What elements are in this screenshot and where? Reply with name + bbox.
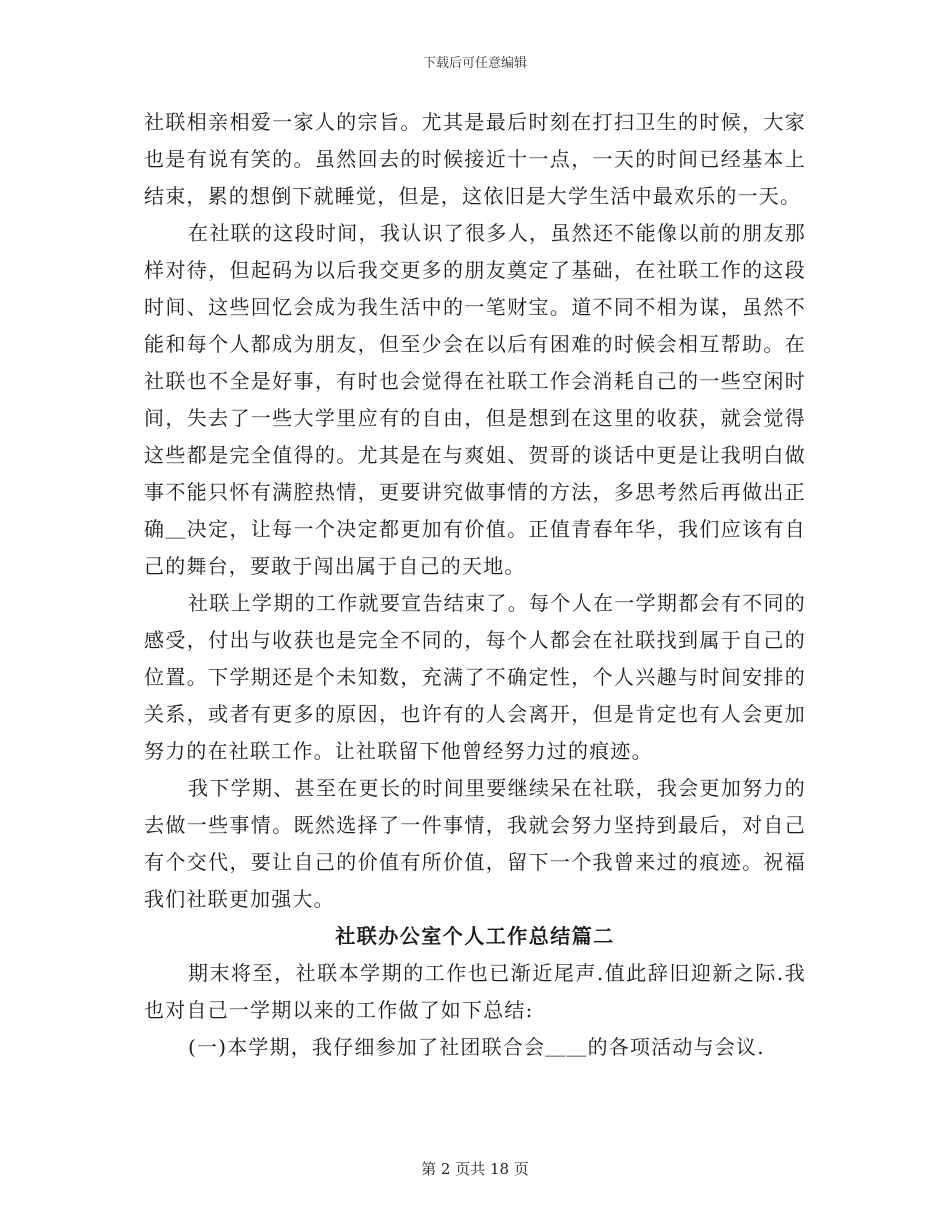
page-footer: 第 2 页共 18 页 [421,1160,529,1178]
page-header: 下载后可任意编辑 [422,56,527,71]
paragraph: 我下学期、甚至在更长的时间里要继续呆在社联，我会更加努力的去做一些事情。既然选择了一件事情，我就会努力坚持到最后，对自己有个交代，要让自己的价值有所价值，留下一个我曾来过的痕迹。祝福我们社联更加强大。 [144,776,806,911]
section-heading: 社联办公室个人工作总结篇二 [335,924,615,948]
paragraph: 社联上学期的工作就要宣告结束了。每个人在一学期都会有不同的感受，付出与收获也是完全不同的，每个人都会在社联找到属于自己的位置。下学期还是个未知数，充满了不确定性，个人兴趣与时间安排的关系，或者有更多的原因，也许有的人会离开，但是肯定也有人会更加努力的在社联工作。让社联留下他曾经努力过的痕迹。 [144,591,806,763]
paragraph: (一)本学期，我仔细参加了社团联合会＿＿的各项活动与会议. [188,1035,765,1059]
paragraph: 期末将至，社联本学期的工作也已渐近尾声.值此辞旧迎新之际.我也对自己一学期以来的工作做了如下总结: [144,961,806,1022]
document-body [144,104,806,1066]
paragraph: 在社联的这段时间，我认识了很多人，虽然还不能像以前的朋友那样对待，但起码为以后我交更多的朋友奠定了基础，在社联工作的这段时间、这些回忆会成为我生活中的一笔财宝。道不同不相为谋，虽然不能和每个人都成为朋友，但至少会在以后有困难的时候会相互帮助。在社联也不全是好事，有时也会觉得在社联工作会消耗自己的一些空闲时间，失去了一些大学里应有的自由，但是想到在这里的收获，就会觉得这些都是完全值得的。尤其是在与爽姐、贺哥的谈话中更是让我明白做事不能只怀有满腔热情，更要讲究做事情的方法，多思考然后再做出正确＿决定，让每一个决定都更加有价值。正值青春年华，我们应该有自己的舞台，要敢于闯出属于自己的天地。 [144,221,806,578]
paragraph-continued: 社联相亲相爱一家人的宗旨。尤其是最后时刻在打扫卫生的时候，大家也是有说有笑的。虽然回去的时候接近十一点，一天的时间已经基本上结束，累的想倒下就睡觉，但是，这依旧是大学生活中最欢乐的一天。 [144,110,806,208]
